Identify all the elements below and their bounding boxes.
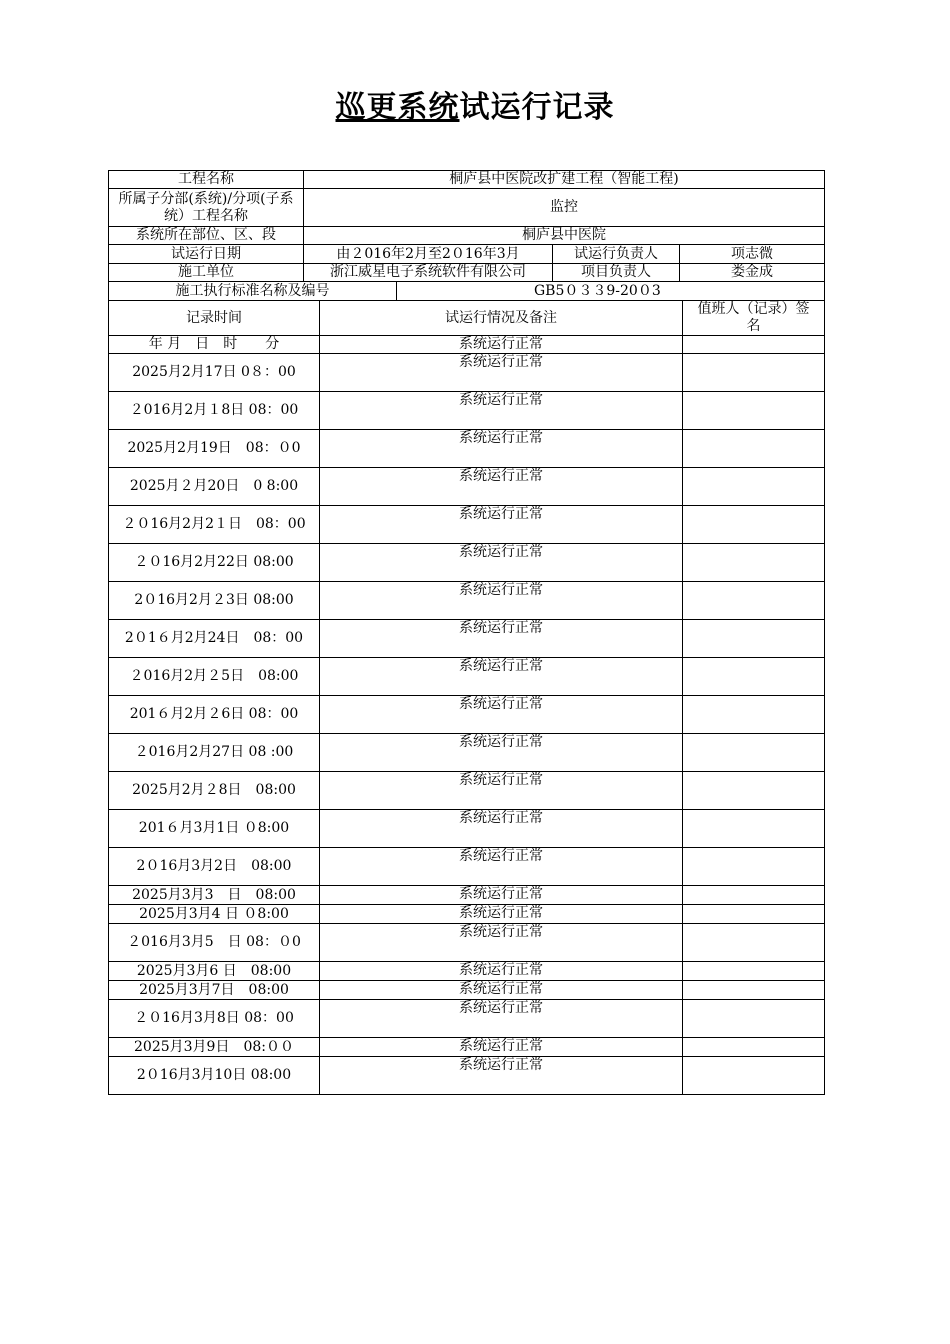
record-time-cell: 2025月2月２8日 08:00 xyxy=(109,772,320,810)
trial-owner-value: 项志微 xyxy=(680,245,825,264)
signature-cell xyxy=(683,506,825,544)
status-cell: 系统运行正常 xyxy=(320,772,683,810)
signature-cell xyxy=(683,696,825,734)
subheader-signature-cell xyxy=(683,336,825,354)
location-label: 系统所在部位、区、段 xyxy=(109,227,304,245)
signature-cell xyxy=(683,354,825,392)
status-cell: 系统运行正常 xyxy=(320,696,683,734)
log-row xyxy=(109,1038,825,1057)
log-row xyxy=(109,620,825,658)
status-cell: 系统运行正常 xyxy=(320,1057,683,1095)
log-row xyxy=(109,696,825,734)
signature-cell xyxy=(683,981,825,1000)
log-row xyxy=(109,962,825,981)
record-time-cell: 2025月3月3 日 08:00 xyxy=(109,886,320,905)
log-row xyxy=(109,734,825,772)
record-time-cell: 2025月2月19日 08：０0 xyxy=(109,430,320,468)
record-time-cell: 2０16月3月10日 08:00 xyxy=(109,1057,320,1095)
status-cell: 系统运行正常 xyxy=(320,1000,683,1038)
signature-cell xyxy=(683,1000,825,1038)
record-time-cell: 2０16月3月2日 08:00 xyxy=(109,848,320,886)
subsystem-row xyxy=(109,189,825,227)
record-time-cell: 2０16月2月２3日 08:00 xyxy=(109,582,320,620)
log-row xyxy=(109,468,825,506)
location-value: 桐庐县中医院 xyxy=(304,227,825,245)
subheader-status-cell: 系统运行正常 xyxy=(320,336,683,354)
status-cell: 系统运行正常 xyxy=(320,582,683,620)
signature-cell xyxy=(683,620,825,658)
log-row xyxy=(109,1000,825,1038)
signature-cell xyxy=(683,810,825,848)
record-time-cell: 2025月3月4 日 ０8:00 xyxy=(109,905,320,924)
title-rest-part: 试运行记录 xyxy=(459,90,615,125)
log-row xyxy=(109,905,825,924)
log-row xyxy=(109,1057,825,1095)
status-cell: 系统运行正常 xyxy=(320,1038,683,1057)
signature-cell xyxy=(683,848,825,886)
log-row xyxy=(109,544,825,582)
contractor-label: 施工单位 xyxy=(109,264,304,282)
trial-date-value: 由２016年2月至2０16年3月 xyxy=(304,245,553,264)
log-subheader-row xyxy=(109,336,825,354)
location-row xyxy=(109,227,825,245)
trial-date-row xyxy=(109,245,825,264)
record-time-cell: 201６月2月２6日 08：00 xyxy=(109,696,320,734)
status-cell: 系统运行正常 xyxy=(320,962,683,981)
project-manager-value: 娄金成 xyxy=(680,264,825,282)
record-time-cell: 2025月２月20日 0 8:00 xyxy=(109,468,320,506)
status-cell: 系统运行正常 xyxy=(320,886,683,905)
log-header-row xyxy=(109,301,825,336)
project-name-label: 工程名称 xyxy=(109,171,304,189)
log-row xyxy=(109,582,825,620)
log-row xyxy=(109,810,825,848)
signature-cell xyxy=(683,544,825,582)
log-row xyxy=(109,430,825,468)
trial-run-log-table xyxy=(108,300,825,1095)
trial-date-label: 试运行日期 xyxy=(109,245,304,264)
trial-owner-label: 试运行负责人 xyxy=(553,245,680,264)
status-cell: 系统运行正常 xyxy=(320,620,683,658)
record-time-cell: ２016月2月27日 08 :00 xyxy=(109,734,320,772)
status-cell: 系统运行正常 xyxy=(320,354,683,392)
page-title xyxy=(0,82,950,126)
status-cell: 系统运行正常 xyxy=(320,392,683,430)
status-cell: 系统运行正常 xyxy=(320,468,683,506)
signature-cell xyxy=(683,658,825,696)
record-time-cell: ２０16月2月2１日 08：00 xyxy=(109,506,320,544)
signature-cell xyxy=(683,886,825,905)
record-time-cell: 201６月3月1日 ０8:00 xyxy=(109,810,320,848)
log-row xyxy=(109,658,825,696)
standard-value: GB5０３３9-20０3 xyxy=(397,282,825,301)
status-cell: 系统运行正常 xyxy=(320,981,683,1000)
contractor-value: 浙江威星电子系统软件有限公司 xyxy=(304,264,553,282)
record-time-cell: 2025月3月6 日 08:00 xyxy=(109,962,320,981)
signature-cell xyxy=(683,734,825,772)
record-time-cell: 2０1６月2月24日 08：00 xyxy=(109,620,320,658)
log-row xyxy=(109,886,825,905)
status-cell: 系统运行正常 xyxy=(320,734,683,772)
project-name-row xyxy=(109,171,825,189)
signature-cell xyxy=(683,905,825,924)
log-row xyxy=(109,506,825,544)
subsystem-label: 所属子分部(系统)/分项(子系统）工程名称 xyxy=(109,189,304,227)
log-row xyxy=(109,772,825,810)
signature-cell xyxy=(683,1057,825,1095)
project-info-table xyxy=(108,170,825,301)
signature-cell xyxy=(683,392,825,430)
log-rows xyxy=(109,354,825,1095)
signature-cell xyxy=(683,582,825,620)
signature-cell xyxy=(683,468,825,506)
record-time-cell: ２016月3月5 日 08：０0 xyxy=(109,924,320,962)
project-manager-label: 项目负责人 xyxy=(553,264,680,282)
status-cell: 系统运行正常 xyxy=(320,905,683,924)
signature-cell xyxy=(683,430,825,468)
title-underlined-part: 巡更系统 xyxy=(335,90,460,125)
record-time-cell: 2025月3月7日 08:00 xyxy=(109,981,320,1000)
status-cell: 系统运行正常 xyxy=(320,924,683,962)
record-time-cell: ２016月2月１8日 08：00 xyxy=(109,392,320,430)
time-format-cell: 年 月 日 时 分 xyxy=(109,336,320,354)
record-time-cell: 2025月2月17日 0８：00 xyxy=(109,354,320,392)
signature-cell xyxy=(683,1038,825,1057)
record-time-cell: ２０16月2月22日 08:00 xyxy=(109,544,320,582)
status-cell: 系统运行正常 xyxy=(320,506,683,544)
status-cell: 系统运行正常 xyxy=(320,658,683,696)
status-cell: 系统运行正常 xyxy=(320,430,683,468)
standard-row xyxy=(109,282,825,301)
log-row xyxy=(109,354,825,392)
subsystem-value: 监控 xyxy=(304,189,825,227)
signature-cell xyxy=(683,962,825,981)
signature-header: 值班人（记录）签名 xyxy=(683,301,825,336)
status-header: 试运行情况及备注 xyxy=(320,301,683,336)
contractor-row xyxy=(109,264,825,282)
log-row xyxy=(109,924,825,962)
log-row xyxy=(109,848,825,886)
record-time-cell: ２０16月3月8日 08：00 xyxy=(109,1000,320,1038)
record-time-cell: ２016月2月２5日 08:00 xyxy=(109,658,320,696)
standard-label: 施工执行标准名称及编号 xyxy=(109,282,397,301)
log-row xyxy=(109,392,825,430)
record-time-cell: 2025月3月9日 08:００ xyxy=(109,1038,320,1057)
status-cell: 系统运行正常 xyxy=(320,810,683,848)
log-row xyxy=(109,981,825,1000)
record-time-header: 记录时间 xyxy=(109,301,320,336)
signature-cell xyxy=(683,772,825,810)
status-cell: 系统运行正常 xyxy=(320,544,683,582)
signature-cell xyxy=(683,924,825,962)
project-name-value: 桐庐县中医院改扩建工程（智能工程) xyxy=(304,171,825,189)
status-cell: 系统运行正常 xyxy=(320,848,683,886)
